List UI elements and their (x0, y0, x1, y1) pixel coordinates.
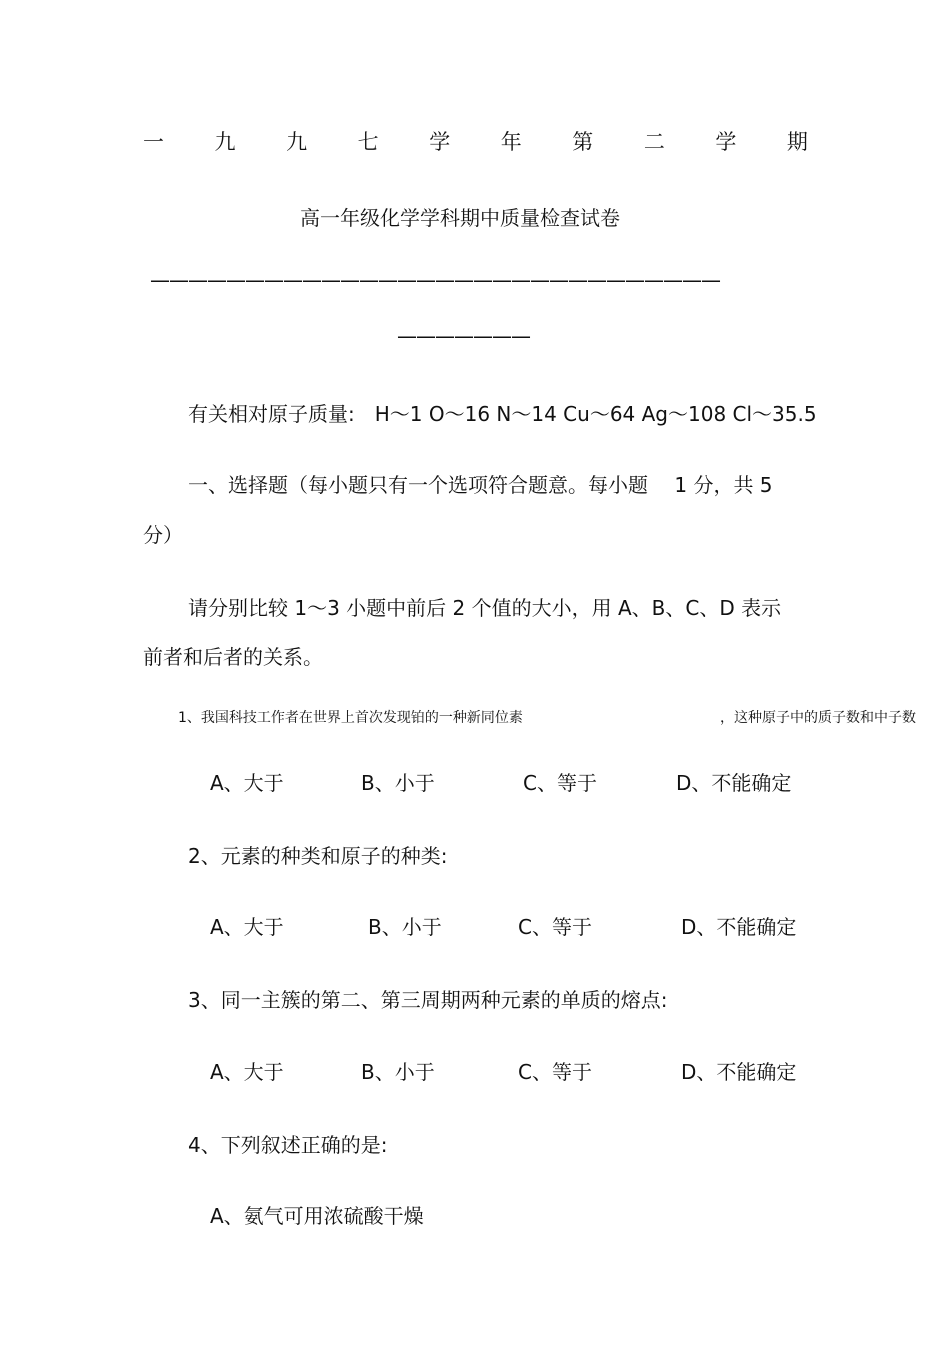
exam-subtitle: 高一年级化学学科期中质量检查试卷 (300, 206, 620, 230)
question-1-option-a: A、大于 (210, 771, 284, 795)
dash-separator-line-2: ——————— (397, 324, 530, 348)
title-char: 九 (214, 130, 236, 154)
question-1-option-d: D、不能确定 (676, 771, 792, 795)
question-3-option-a: A、大于 (210, 1060, 284, 1084)
question-2-option-a: A、大于 (210, 915, 284, 939)
instruction-line-2: 前者和后者的关系。 (143, 645, 323, 669)
question-2-option-c: C、等于 (518, 915, 592, 939)
question-1-text-right: ，这种原子中的质子数和中子数 (720, 710, 916, 726)
question-3-text: 3、同一主簇的第二、第三周期两种元素的单质的熔点: (188, 988, 668, 1012)
question-1-option-b: B、小于 (361, 771, 435, 795)
question-3-option-c: C、等于 (518, 1060, 592, 1084)
question-1-option-c: C、等于 (523, 771, 597, 795)
title-char: 七 (357, 130, 379, 154)
title-char: 年 (500, 130, 522, 154)
title-char: 期 (786, 130, 808, 154)
exam-title (143, 126, 808, 156)
title-char: 二 (643, 130, 665, 154)
instruction-line-1: 请分别比较 1～3 小题中前后 2 个值的大小，用 A、B、C、D 表示 (188, 596, 782, 620)
question-4-option-a: A、氨气可用浓硫酸干燥 (210, 1204, 424, 1228)
question-4-text: 4、下列叙述正确的是: (188, 1133, 388, 1157)
title-char: 一 (143, 130, 164, 154)
title-char: 学 (429, 130, 451, 154)
question-1-text-left: 1、我国科技工作者在世界上首次发现铂的一种新同位素 (178, 710, 523, 726)
question-3-option-d: D、不能确定 (681, 1060, 797, 1084)
question-3-option-b: B、小于 (361, 1060, 435, 1084)
section-1-heading-line-1: 一、选择题（每小题只有一个选项符合题意。每小题 1 分，共 5 (188, 473, 773, 497)
title-char: 九 (286, 130, 308, 154)
atomic-masses-note: 有关相对原子质量: H～1 O～16 N～14 Cu～64 Ag～108 Cl～35.5 (188, 402, 817, 426)
question-2-text: 2、元素的种类和原子的种类: (188, 844, 448, 868)
question-2-option-d: D、不能确定 (681, 915, 797, 939)
dash-separator-line-1: —————————————————————————————— (150, 268, 720, 292)
title-char: 学 (715, 130, 737, 154)
question-2-option-b: B、小于 (368, 915, 442, 939)
section-1-heading-line-2: 分） (143, 523, 183, 547)
title-char: 第 (572, 130, 594, 154)
